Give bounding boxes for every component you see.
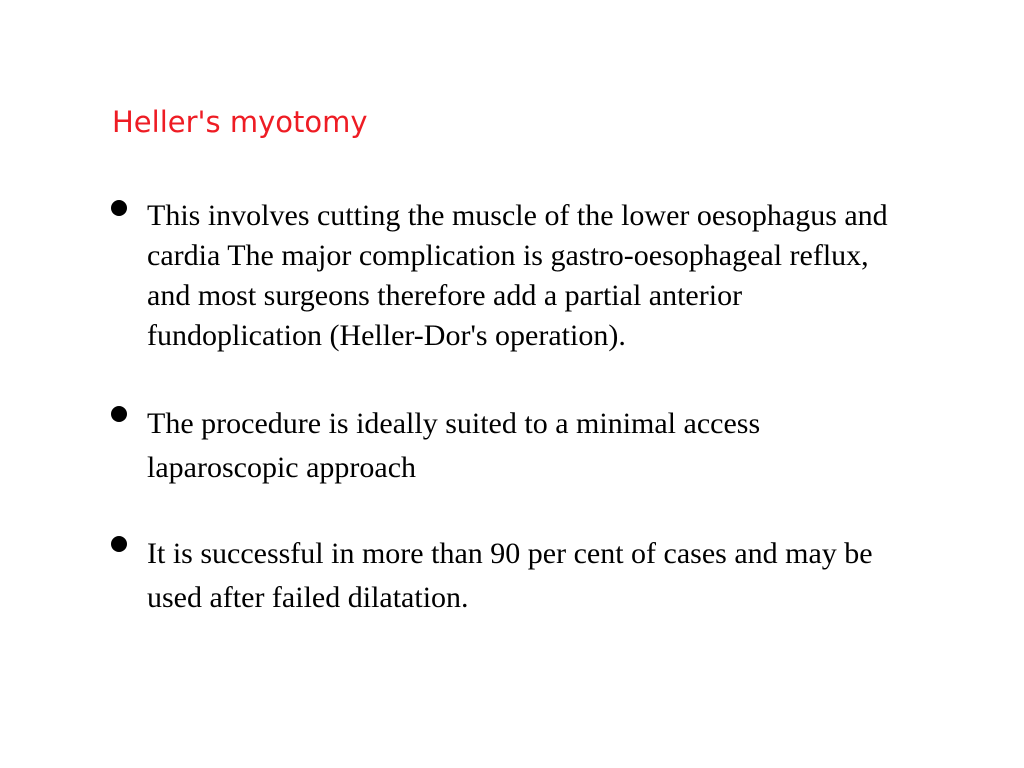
bullet-dot-icon — [111, 536, 127, 552]
bullet-text: It is successful in more than 90 per cent of cases and may be used after failed dilatation. — [147, 537, 873, 614]
bullet-text: This involves cutting the muscle of the lower oesophagus and cardia The major complication is gastro-oesophageal reflux, and most surgeons therefore add a partial anterior fundoplication (Heller-Dor's operation). — [147, 199, 888, 352]
bullet-text: The procedure is ideally suited to a minimal access laparoscopic approach — [147, 407, 761, 484]
slide-title: Heller's myotomy — [112, 105, 368, 139]
bullet-dot-icon — [111, 200, 127, 216]
bullet-dot-icon — [111, 406, 127, 422]
